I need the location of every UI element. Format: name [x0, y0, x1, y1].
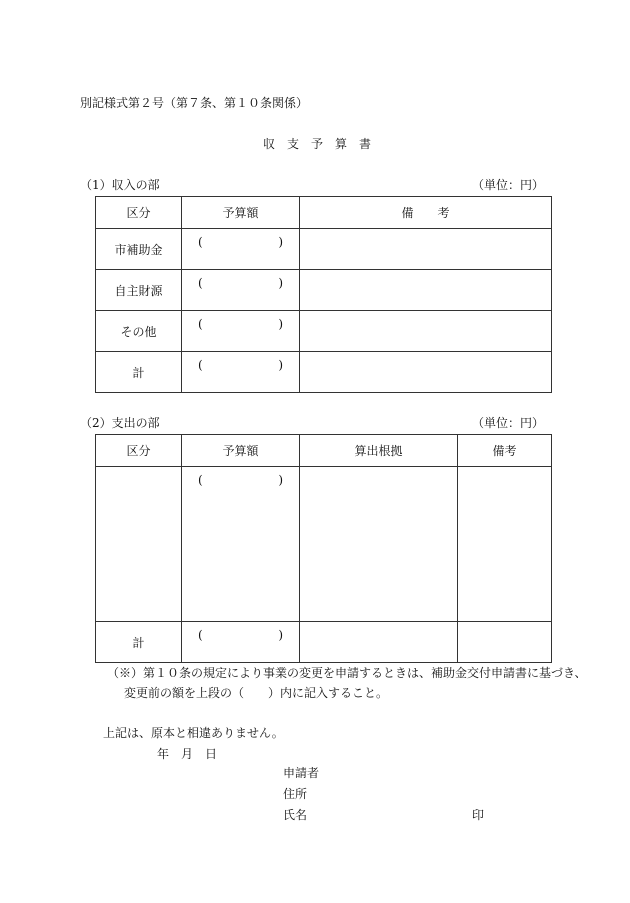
income-budget-cell[interactable]	[182, 229, 300, 270]
expense-header-remarks: 備考	[458, 435, 552, 467]
expense-budget-cell[interactable]	[182, 467, 300, 622]
expense-total-remarks-cell[interactable]	[458, 622, 552, 663]
seal-mark: 印	[472, 808, 485, 822]
expense-body-row	[96, 467, 552, 622]
paren-close: )	[278, 358, 283, 372]
income-row	[96, 311, 552, 352]
income-budget-cell[interactable]	[182, 311, 300, 352]
paren-close: )	[278, 628, 283, 642]
address-label: 住所	[283, 787, 308, 801]
expense-total-row	[96, 622, 552, 663]
expense-remarks-cell[interactable]	[458, 467, 552, 622]
expense-header-budget: 予算額	[182, 435, 300, 467]
income-remarks-cell[interactable]	[300, 311, 552, 352]
income-total-budget-cell[interactable]	[182, 352, 300, 393]
expense-total-basis-cell[interactable]	[300, 622, 458, 663]
income-table	[95, 196, 552, 393]
expense-category-cell[interactable]	[96, 467, 182, 622]
paren-close: )	[278, 276, 283, 290]
note-line-2: 変更前の額を上段の（ ）内に記入すること。	[124, 686, 389, 700]
paren-close: )	[278, 235, 283, 249]
income-budget-cell[interactable]	[182, 270, 300, 311]
name-label: 氏名	[283, 808, 308, 822]
income-unit: （単位：円）	[472, 178, 545, 192]
expense-header-row	[96, 435, 552, 467]
expense-total-label: 計	[96, 622, 182, 663]
expense-header-category: 区分	[96, 435, 182, 467]
expense-unit: （単位：円）	[472, 416, 545, 430]
income-total-label: 計	[96, 352, 182, 393]
income-total-remarks-cell[interactable]	[300, 352, 552, 393]
paren-open: (	[198, 235, 203, 249]
certify-statement: 上記は、原本と相違ありません。	[103, 726, 284, 740]
paren-close: )	[278, 317, 283, 331]
paren-open: (	[198, 358, 203, 372]
income-remarks-cell[interactable]	[300, 270, 552, 311]
document-title: 収 支 予 算 書	[263, 137, 372, 151]
income-header-row	[96, 197, 552, 229]
paren-open: (	[198, 317, 203, 331]
expense-heading: （2）支出の部	[80, 416, 160, 430]
income-row-label: 自主財源	[96, 270, 182, 311]
income-total-row	[96, 352, 552, 393]
applicant-label: 申請者	[283, 766, 320, 780]
expense-total-budget-cell[interactable]	[182, 622, 300, 663]
form-number: 別記様式第２号（第７条、第１０条関係）	[80, 96, 309, 110]
income-row	[96, 229, 552, 270]
date-line: 年 月 日	[157, 747, 218, 761]
income-row-label: その他	[96, 311, 182, 352]
income-remarks-cell[interactable]	[300, 229, 552, 270]
note-line-1: （※）第１０条の規定により事業の変更を申請するときは、補助金交付申請書に基づき、	[107, 666, 587, 680]
income-row	[96, 270, 552, 311]
paren-open: (	[198, 276, 203, 290]
income-header-budget: 予算額	[182, 197, 300, 229]
paren-close: )	[278, 473, 283, 487]
expense-table	[95, 434, 552, 663]
paren-open: (	[198, 628, 203, 642]
income-heading: （1）収入の部	[80, 178, 160, 192]
income-row-label: 市補助金	[96, 229, 182, 270]
income-header-category: 区分	[96, 197, 182, 229]
expense-header-basis: 算出根拠	[300, 435, 458, 467]
expense-basis-cell[interactable]	[300, 467, 458, 622]
paren-open: (	[198, 473, 203, 487]
income-header-remarks: 備 考	[300, 197, 552, 229]
